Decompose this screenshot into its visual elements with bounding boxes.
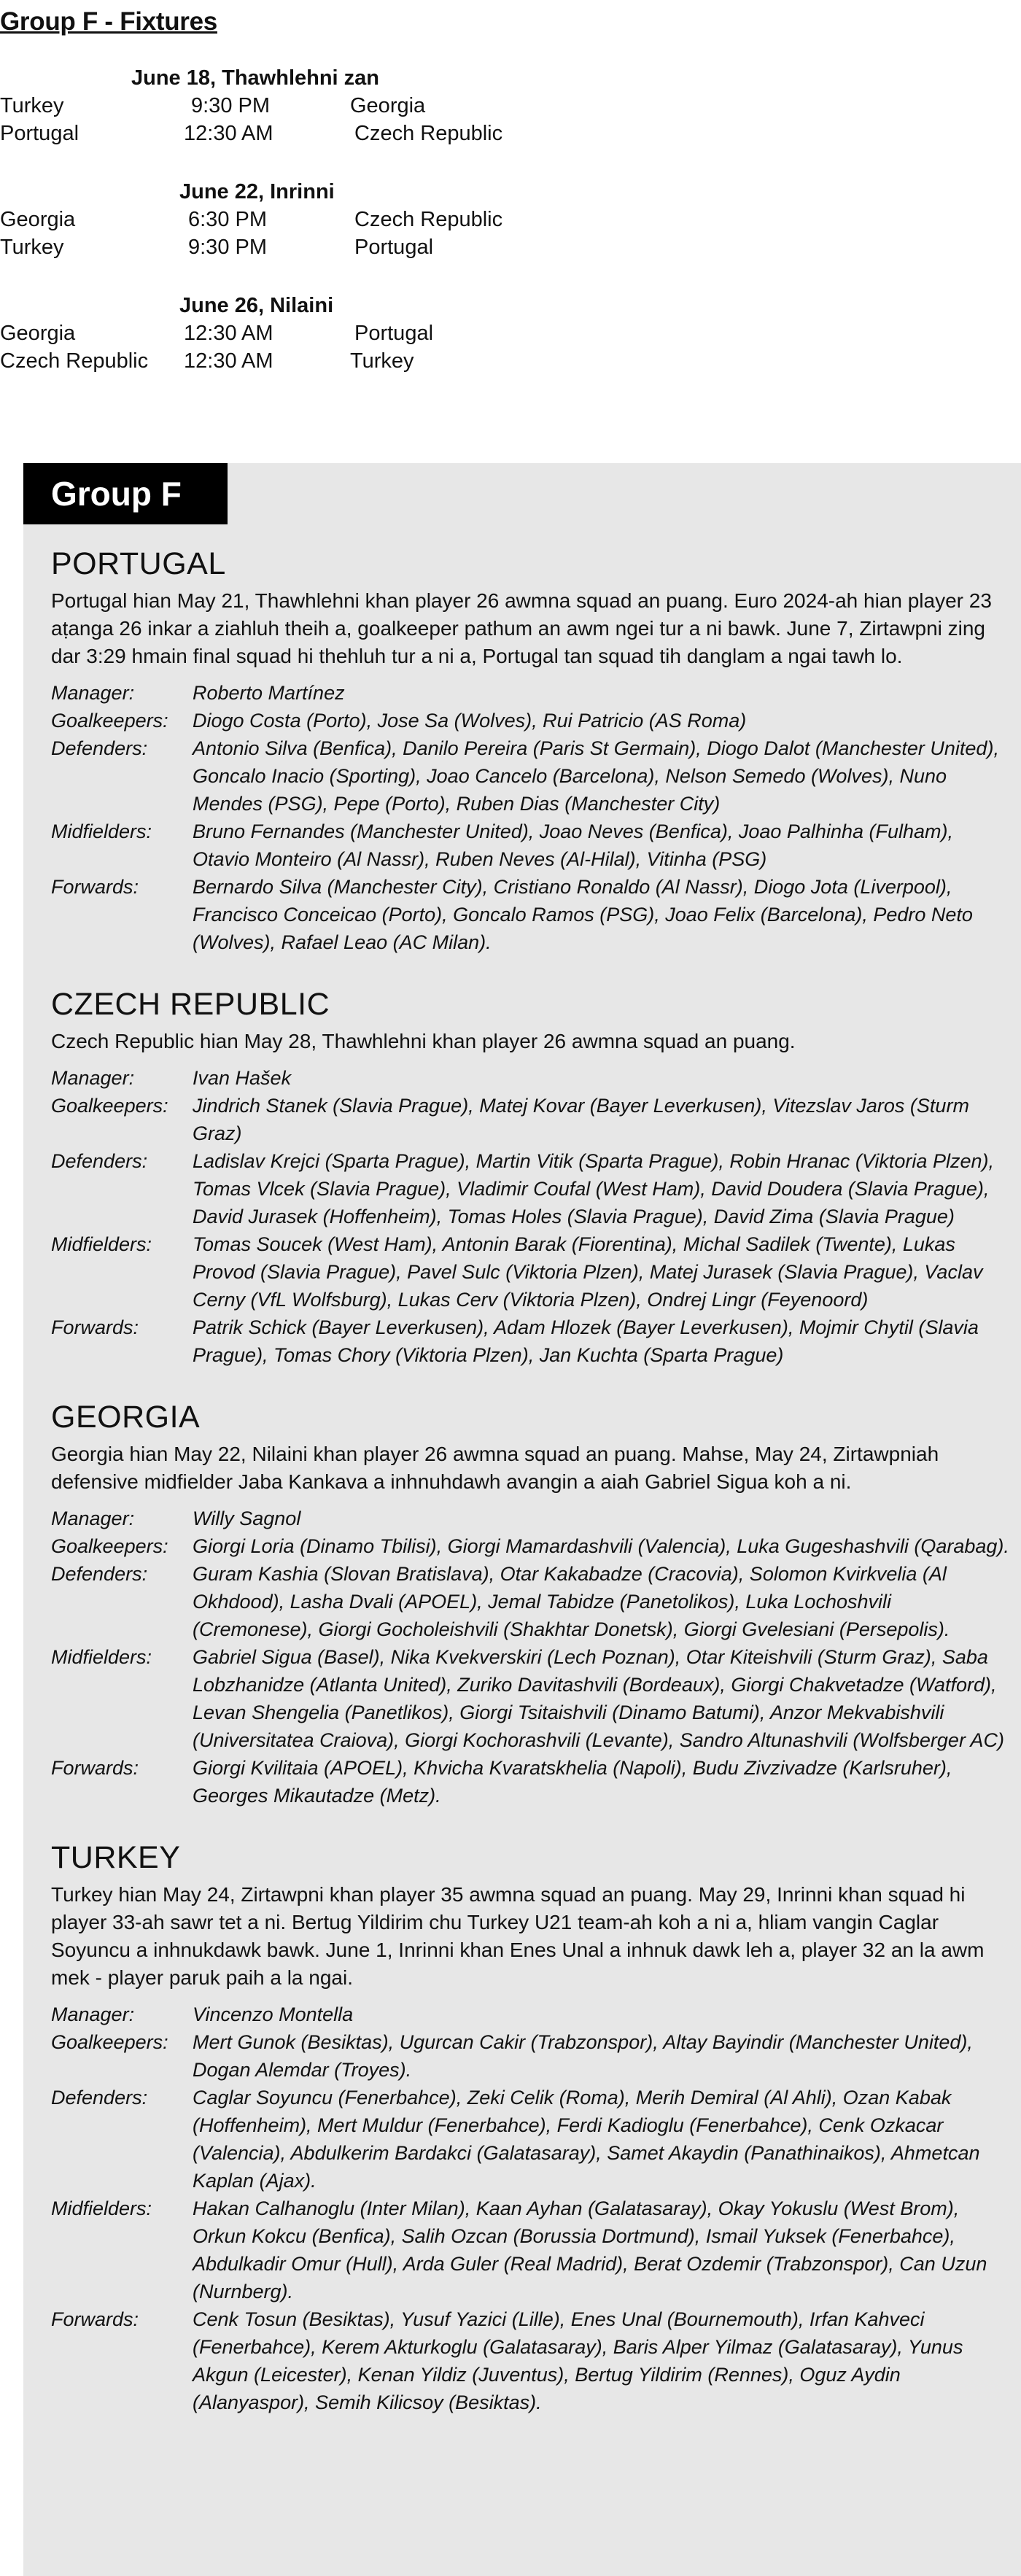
fixture-match — [0, 92, 554, 120]
fixture-day-title: June 22, Inrinni — [179, 180, 335, 203]
away-team: Turkey — [350, 349, 414, 373]
team-section-turkey — [51, 1837, 1014, 2416]
role-members: Jindrich Stanek (Slavia Prague), Matej Kovar (Bayer Leverkusen), Vitezslav Jaros (Sturm Graz) — [193, 1095, 969, 1144]
fixture-day — [0, 178, 554, 261]
squad-row-forwards — [51, 1754, 1014, 1809]
role-label: Forwards: — [51, 1757, 139, 1779]
match-time: 12:30 AM — [184, 349, 273, 373]
squad-row-defenders — [51, 1147, 1014, 1230]
role-members: Cenk Tosun (Besiktas), Yusuf Yazici (Lille), Enes Unal (Bournemouth), Irfan Kahveci (Fenerbahce), Kerem Akturkoglu (Galatasaray), Baris Alper Yilmaz (Galatasaray), Yunus Akgun (Leicester), Kenan Yildiz (Juventus), Bertug Yildirim (Rennes), Oguz Aydin (Alanyaspor), Semih Kilicsoy (Besiktas). — [193, 2308, 963, 2413]
match-time: 12:30 AM — [184, 122, 273, 145]
squad-row-manager — [51, 1064, 1014, 1092]
squad-row-defenders — [51, 1560, 1014, 1643]
fixtures-title: Group F - Fixtures — [0, 7, 217, 36]
home-team: Turkey — [0, 94, 64, 117]
role-label: Midfielders: — [51, 2197, 152, 2219]
role-label: Goalkeepers: — [51, 1535, 168, 1557]
team-description: Georgia hian May 22, Nilaini khan player 26 awmna squad an puang. Mahse, May 24, Zirtawpniah defensive midfielder Jaba Kankava a inhnuhdawh avangin a aiah Gabriel Sigua koh a ni. — [51, 1443, 939, 1493]
fixture-match — [0, 347, 554, 375]
team-section-czech-republic — [51, 984, 1014, 1369]
fixture-day — [0, 292, 554, 375]
role-label: Manager: — [51, 682, 135, 704]
home-team: Portugal — [0, 122, 79, 145]
role-label: Manager: — [51, 1067, 135, 1089]
role-members: Tomas Soucek (West Ham), Antonin Barak (Fiorentina), Michal Sadilek (Twente), Lukas Provod (Slavia Prague), Pavel Sulc (Viktoria Plzen), Matej Jurasek (Slavia Prague), Vaclav Cerny (VfL Wolfsburg), Lukas Cerv (Viktoria Plzen), Ondrej Lingr (Feyenoord) — [193, 1233, 983, 1311]
squad-row-defenders — [51, 734, 1014, 818]
role-label: Forwards: — [51, 2308, 139, 2330]
group-panel — [23, 463, 1021, 2576]
role-label: Manager: — [51, 2003, 135, 2025]
squad-row-defenders — [51, 2084, 1014, 2195]
squad-row-manager — [51, 2001, 1014, 2028]
role-label: Defenders: — [51, 737, 148, 759]
role-label: Goalkeepers: — [51, 710, 168, 732]
squad-row-forwards — [51, 873, 1014, 956]
role-label: Defenders: — [51, 1563, 148, 1585]
group-badge: Group F — [23, 463, 228, 524]
role-members: Giorgi Loria (Dinamo Tbilisi), Giorgi Mamardashvili (Valencia), Luka Gugeshashvili (Qarabag). — [193, 1535, 1009, 1557]
team-name: PORTUGAL — [51, 546, 226, 581]
role-members: Hakan Calhanoglu (Inter Milan), Kaan Ayhan (Galatasaray), Okay Yokuslu (West Brom), Orkun Kokcu (Benfica), Salih Ozcan (Borussia Dortmund), Ismail Yuksek (Fenerbahce), Abdulkadir Omur (Hull), Arda Guler (Real Madrid), Berat Ozdemir (Trabzonspor), Can Uzun (Nurnberg). — [193, 2197, 987, 2303]
away-team: Georgia — [350, 94, 426, 117]
home-team: Georgia — [0, 208, 76, 231]
fixture-day — [0, 64, 554, 147]
role-members: Gabriel Sigua (Basel), Nika Kvekverskiri (Lech Poznan), Otar Kiteishvili (Sturm Graz), Saba Lobzhanidze (Atlanta United), Zuriko Davitashvili (Bordeaux), Giorgi Chakvetadze (Watford), Levan Shengelia (Panetlikos), Giorgi Tsitaishvili (Dinamo Batumi), Anzor Mekvabishvili (Universitatea Craiova), Giorgi Kochorashvili (Levante), Sandro Altunashvili (Wolfsberger AC) — [193, 1646, 1004, 1751]
squad-row-manager — [51, 1505, 1014, 1532]
away-team: Portugal — [354, 236, 434, 259]
fixtures-list — [0, 64, 554, 406]
role-members: Mert Gunok (Besiktas), Ugurcan Cakir (Trabzonspor), Altay Bayindir (Manchester United), Dogan Alemdar (Troyes). — [193, 2031, 973, 2081]
role-label: Midfielders: — [51, 820, 152, 842]
role-label: Defenders: — [51, 1150, 148, 1172]
squad-row-midfielders — [51, 1230, 1014, 1314]
role-label: Goalkeepers: — [51, 1095, 168, 1117]
role-members: Ladislav Krejci (Sparta Prague), Martin Vitik (Sparta Prague), Robin Hranac (Viktoria Plzen), Tomas Vlcek (Slavia Prague), Vladimir Coufal (West Ham), David Doudera (Slavia Prague), David Jurasek (Hoffenheim), Tomas Holes (Slavia Prague), David Zima (Slavia Prague) — [193, 1150, 994, 1227]
role-members: Caglar Soyuncu (Fenerbahce), Zeki Celik (Roma), Merih Demiral (Al Ahli), Ozan Kabak (Hoffenheim), Mert Muldur (Fenerbahce), Ferdi Kadioglu (Fenerbahce), Cenk Ozkacar (Valencia), Abdulkerim Bardakci (Galatasaray), Samet Akaydin (Panathinaikos), Ahmetcan Kaplan (Ajax). — [193, 2087, 980, 2192]
match-time: 9:30 PM — [188, 236, 267, 259]
role-label: Midfielders: — [51, 1233, 152, 1255]
team-name: CZECH REPUBLIC — [51, 987, 330, 1022]
fixture-match — [0, 319, 554, 347]
role-members: Patrik Schick (Bayer Leverkusen), Adam Hlozek (Bayer Leverkusen), Mojmir Chytil (Slavia Prague), Tomas Chory (Viktoria Plzen), Jan Kuchta (Sparta Prague) — [193, 1316, 979, 1366]
home-team: Czech Republic — [0, 349, 149, 373]
team-description: Portugal hian May 21, Thawhlehni khan player 26 awmna squad an puang. Euro 2024-ah hian player 23 aṭanga 26 inkar a ziahluh theih a, goalkeeper pathum an awm ngei tur a ni bawk. June 7, Zirtawpni zing dar 3:29 hmain final squad hi thehluh tur a ni a, Portugal tan squad tih danglam a ngai tawh lo. — [51, 589, 992, 667]
squad-row-goalkeepers — [51, 1092, 1014, 1147]
role-label: Goalkeepers: — [51, 2031, 168, 2053]
match-time: 9:30 PM — [191, 94, 270, 117]
team-name: TURKEY — [51, 1840, 181, 1875]
role-members: Vincenzo Montella — [193, 2003, 354, 2025]
squad-row-forwards — [51, 1314, 1014, 1369]
role-members: Roberto Martínez — [193, 682, 345, 704]
role-label: Defenders: — [51, 2087, 148, 2108]
role-members: Willy Sagnol — [193, 1508, 301, 1529]
role-label: Manager: — [51, 1508, 135, 1529]
home-team: Turkey — [0, 236, 64, 259]
fixture-day-title: June 18, Thawhlehni zan — [131, 66, 380, 90]
away-team: Czech Republic — [354, 208, 503, 231]
away-team: Czech Republic — [354, 122, 503, 145]
team-section-georgia — [51, 1397, 1014, 1809]
home-team: Georgia — [0, 322, 76, 345]
role-members: Diogo Costa (Porto), Jose Sa (Wolves), Rui Patricio (AS Roma) — [193, 710, 747, 732]
role-label: Midfielders: — [51, 1646, 152, 1668]
role-members: Ivan Hašek — [193, 1067, 292, 1089]
squad-row-midfielders — [51, 1643, 1014, 1754]
match-time: 12:30 AM — [184, 322, 273, 345]
fixture-match — [0, 120, 554, 147]
squad-row-forwards — [51, 2305, 1014, 2416]
squad-row-goalkeepers — [51, 1532, 1014, 1560]
role-members: Antonio Silva (Benfica), Danilo Pereira (Paris St Germain), Diogo Dalot (Manchester United), Goncalo Inacio (Sporting), Joao Cancelo (Barcelona), Nelson Semedo (Wolves), Nuno Mendes (PSG), Pepe (Porto), Ruben Dias (Manchester City) — [193, 737, 999, 815]
fixture-day-title: June 26, Nilaini — [179, 294, 334, 317]
role-label: Forwards: — [51, 876, 139, 898]
role-members: Guram Kashia (Slovan Bratislava), Otar Kakabadze (Cracovia), Solomon Kvirkvelia (Al Okhdood), Lasha Dvali (APOEL), Jemal Tabidze (Panetolikos), Luka Lochoshvili (Cremonese), Giorgi Gocholeishvili (Shakhtar Donetsk), Giorgi Gvelesiani (Persepolis). — [193, 1563, 950, 1640]
squad-row-midfielders — [51, 818, 1014, 873]
fixture-match — [0, 206, 554, 233]
role-label: Forwards: — [51, 1316, 139, 1338]
role-members: Giorgi Kvilitaia (APOEL), Khvicha Kvaratskhelia (Napoli), Budu Zivzivadze (Karlsruher), Georges Mikautadze (Metz). — [193, 1757, 952, 1807]
role-members: Bruno Fernandes (Manchester United), Joao Neves (Benfica), Joao Palhinha (Fulham), Otavio Monteiro (Al Nassr), Ruben Neves (Al-Hilal), Vitinha (PSG) — [193, 820, 954, 870]
team-list — [51, 543, 1014, 2444]
squad-row-goalkeepers — [51, 2028, 1014, 2084]
squad-row-manager — [51, 679, 1014, 707]
away-team: Portugal — [354, 322, 434, 345]
team-description: Czech Republic hian May 28, Thawhlehni khan player 26 awmna squad an puang. — [51, 1030, 796, 1052]
team-name: GEORGIA — [51, 1400, 201, 1435]
match-time: 6:30 PM — [188, 208, 267, 231]
role-members: Bernardo Silva (Manchester City), Cristiano Ronaldo (Al Nassr), Diogo Jota (Liverpool), Francisco Conceicao (Porto), Goncalo Ramos (PSG), Joao Felix (Barcelona), Pedro Neto (Wolves), Rafael Leao (AC Milan). — [193, 876, 973, 953]
squad-row-midfielders — [51, 2195, 1014, 2305]
team-section-portugal — [51, 543, 1014, 956]
team-description: Turkey hian May 24, Zirtawpni khan player 35 awmna squad an puang. May 29, Inrinni khan squad hi player 33-ah sawr tet a ni. Bertug Yildirim chu Turkey U21 team-ah koh a ni a, hliam vangin Caglar Soyuncu a inhnukdawk bawk. June 1, Inrinni khan Enes Unal a inhnuk dawk leh a, player 32 an la awm mek - player paruk paih a la ngai. — [51, 1883, 985, 1989]
fixture-match — [0, 233, 554, 261]
squad-row-goalkeepers — [51, 707, 1014, 734]
